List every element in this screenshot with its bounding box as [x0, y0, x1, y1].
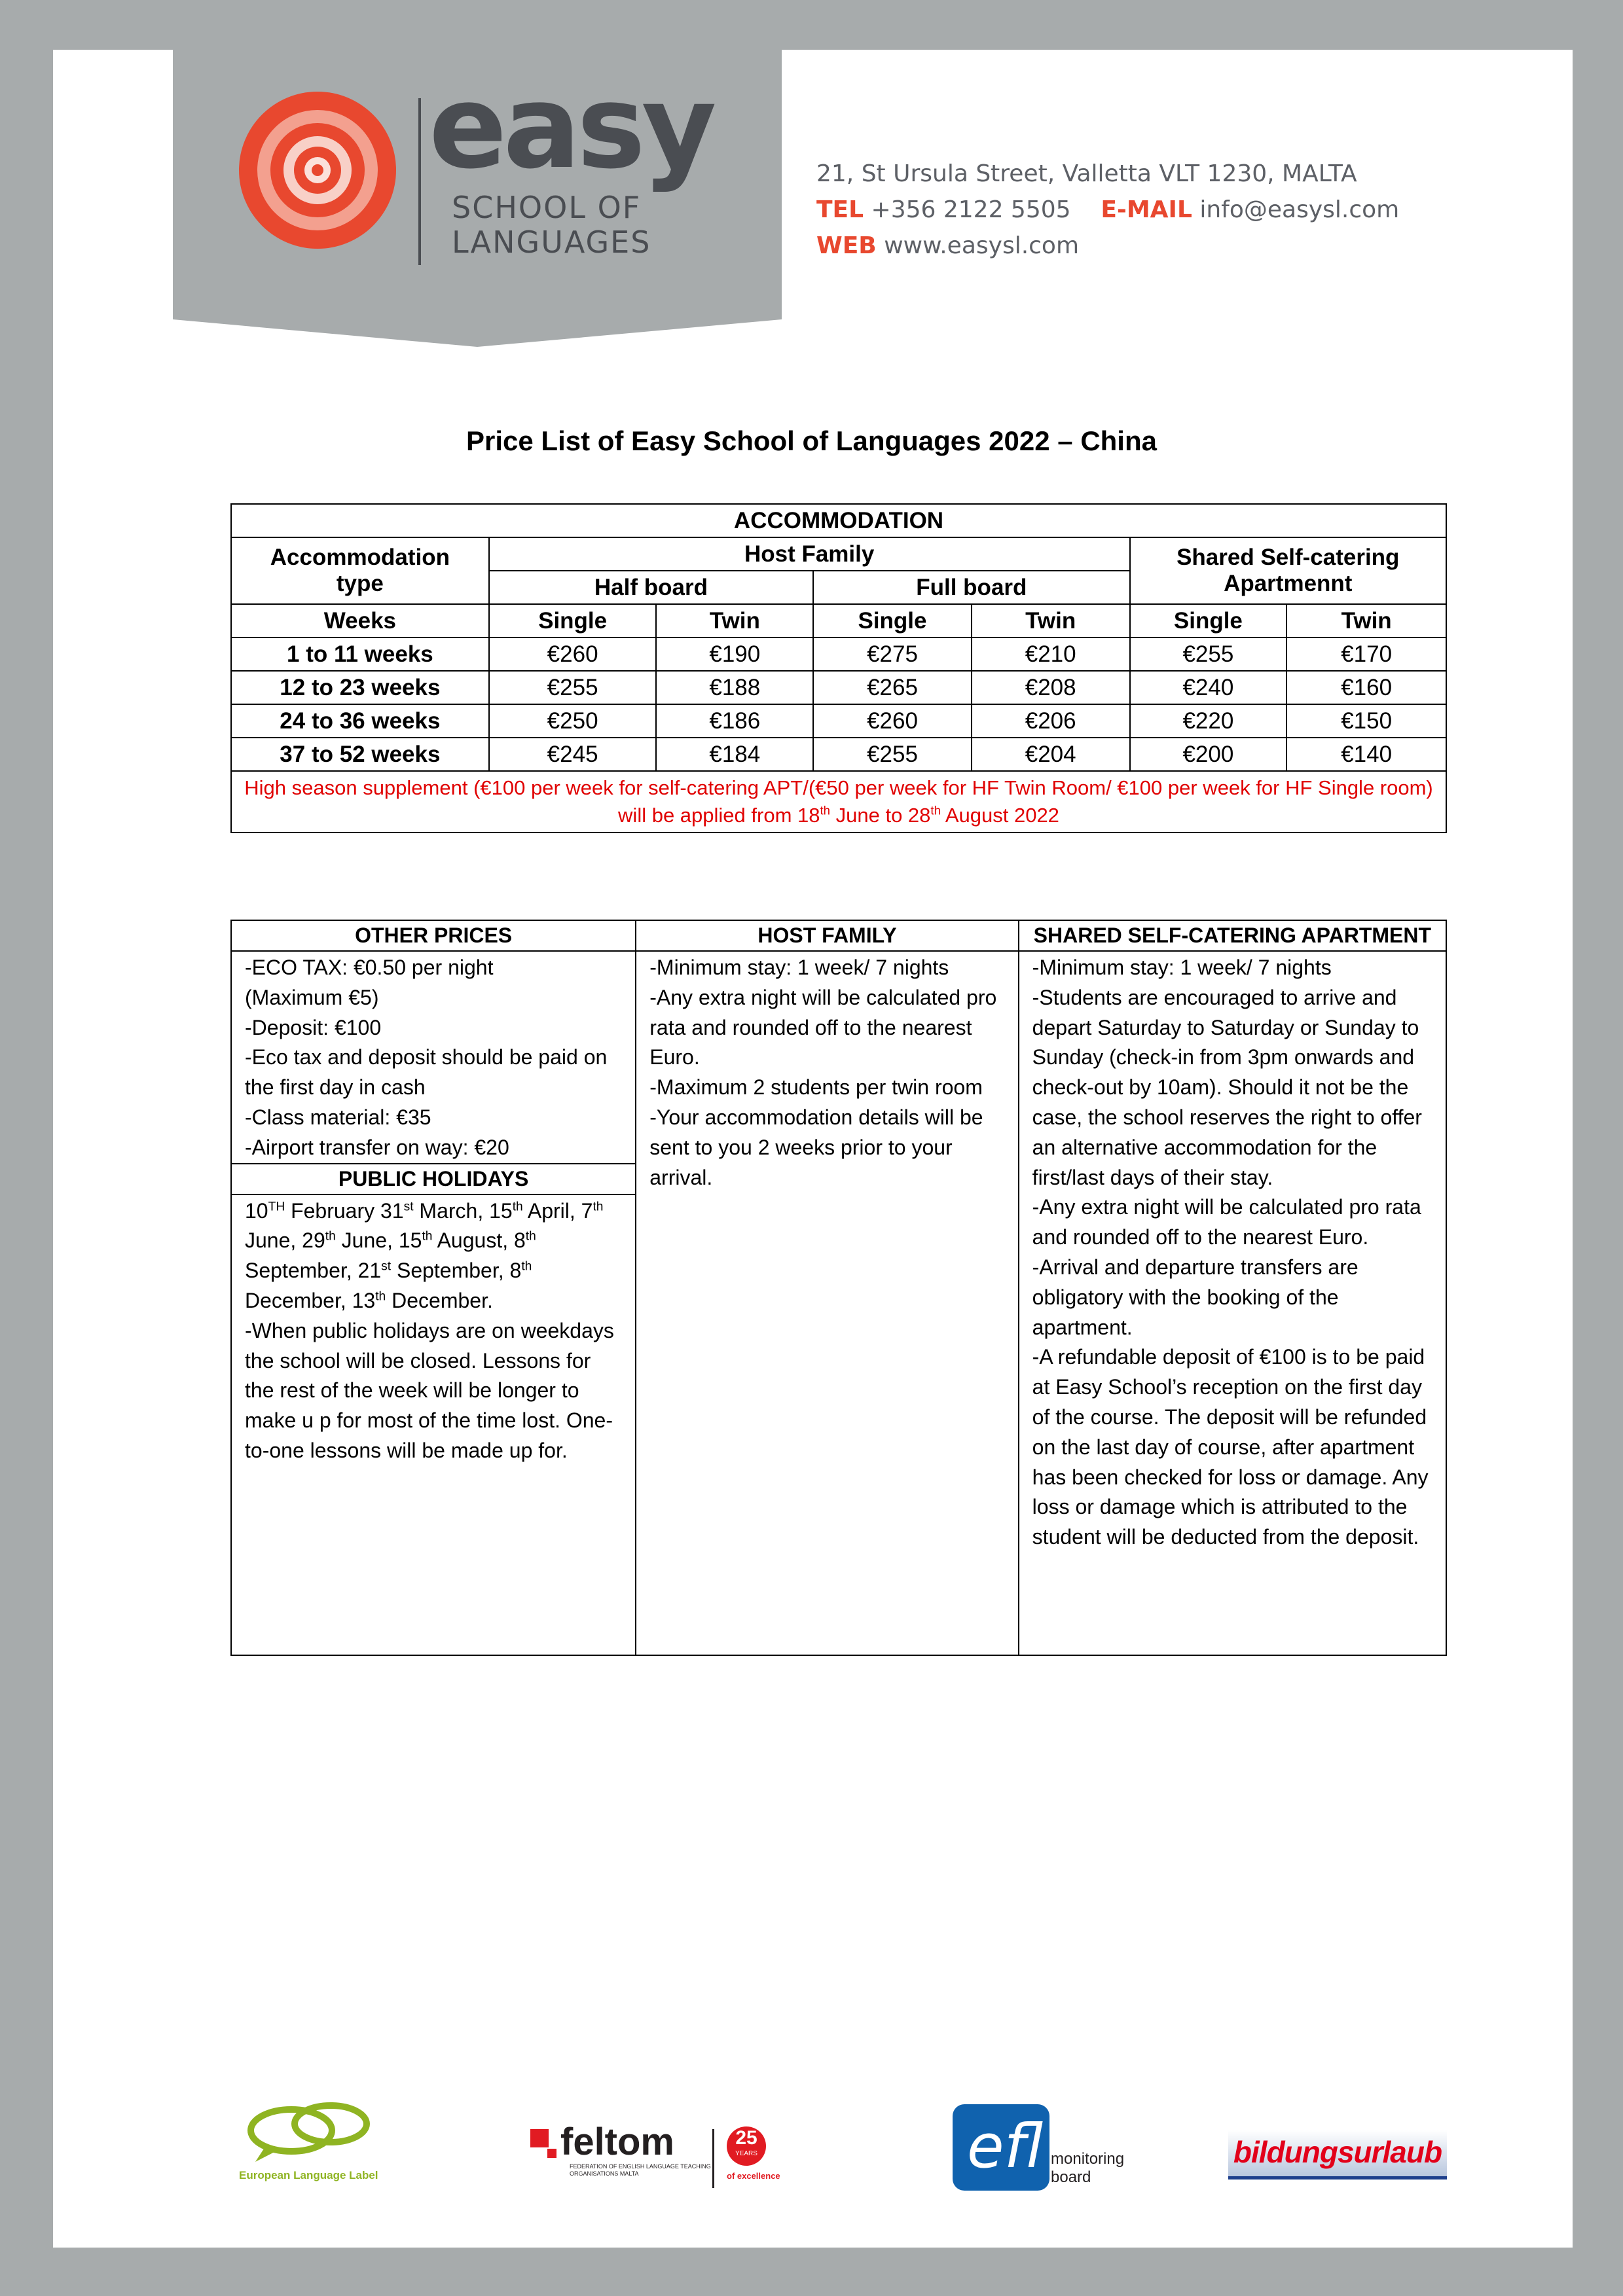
price-cell: €188 [656, 671, 813, 704]
logo-word: easy [429, 60, 713, 194]
col-header: Twin [656, 604, 813, 637]
accommodation-type-header: Accommodation type [231, 537, 489, 604]
host-family-header: Host Family [489, 537, 1130, 571]
price-cell: €170 [1286, 637, 1446, 671]
accommodation-heading: ACCOMMODATION [231, 504, 1446, 537]
price-cell: €220 [1130, 704, 1287, 738]
weeks-cell: 12 to 23 weeks [231, 671, 489, 704]
feltom-mark-icon-small [547, 2149, 556, 2158]
col-header: Single [813, 604, 972, 637]
col-header: Twin [972, 604, 1130, 637]
address: 21, St Ursula Street, Valletta VLT 1230, MALTA [816, 160, 1357, 187]
tel-value[interactable]: +356 2122 5505 [871, 196, 1071, 223]
web-line [816, 228, 1399, 264]
price-cell: €275 [813, 637, 972, 671]
web-label: WEB [816, 232, 877, 259]
price-cell: €190 [656, 637, 813, 671]
logo-subtitle-1: SCHOOL OF [452, 190, 642, 225]
feltom-subtitle: FEDERATION OF ENGLISH LANGUAGE TEACHING ORGANISATIONS MALTA [570, 2163, 711, 2177]
price-cell: €210 [972, 637, 1130, 671]
email-value[interactable]: info@easysl.com [1199, 196, 1400, 223]
price-cell: €200 [1130, 738, 1287, 771]
table-row [231, 704, 1446, 738]
info-table [230, 920, 1447, 1656]
feltom-name: feltom [560, 2121, 674, 2163]
other-prices-header: OTHER PRICES [231, 920, 636, 951]
price-cell: €206 [972, 704, 1130, 738]
public-holidays-header: PUBLIC HOLIDAYS [231, 1164, 636, 1194]
high-season-note: High season supplement (€100 per week for self-catering APT/(€50 per week for HF Twin Room/ €100 per week for HF Single room) will be applied from 18th June to 28th August 2022 [231, 771, 1446, 833]
table-row [231, 738, 1446, 771]
col-header: Twin [1286, 604, 1446, 637]
price-cell: €255 [489, 671, 657, 704]
web-value[interactable]: www.easysl.com [884, 232, 1080, 259]
brand-logo [232, 60, 730, 275]
table-row [231, 637, 1446, 671]
efl-badge-icon: efl [953, 2104, 1049, 2191]
tel-label: TEL [816, 196, 864, 223]
weeks-cell: 24 to 36 weeks [231, 704, 489, 738]
price-cell: €260 [489, 637, 657, 671]
bildungsurlaub-text: bildungsurlaub [1228, 2130, 1447, 2179]
contact-line [816, 192, 1399, 228]
efl-monitoring-board-logo [953, 2104, 1136, 2196]
price-cell: €208 [972, 671, 1130, 704]
other-prices-text: -ECO TAX: €0.50 per night (Maximum €5) -Deposit: €100 -Eco tax and deposit should be paid on the first day in cash -Class material: €35 -Airport transfer on way: €20 [231, 951, 636, 1164]
price-cell: €245 [489, 738, 657, 771]
price-cell: €265 [813, 671, 972, 704]
weeks-cell: 37 to 52 weeks [231, 738, 489, 771]
weeks-cell: 1 to 11 weeks [231, 637, 489, 671]
logo-subtitle-2: LANGUAGES [452, 224, 651, 260]
feltom-divider [712, 2129, 714, 2188]
price-cell: €250 [489, 704, 657, 738]
column-header-row [231, 604, 1446, 637]
shared-apartment-section-header: SHARED SELF-CATERING APARTMENT [1019, 920, 1446, 951]
shared-apartment-header: Shared Self-catering Apartmennt [1130, 537, 1446, 604]
efl-monitoring-text: monitoring [1051, 2150, 1125, 2168]
full-board-header: Full board [813, 571, 1129, 604]
feltom-logo [530, 2121, 792, 2196]
price-cell: €186 [656, 704, 813, 738]
price-cell: €260 [813, 704, 972, 738]
accommodation-table [230, 503, 1447, 833]
price-cell: €140 [1286, 738, 1446, 771]
shared-apartment-text: -Minimum stay: 1 week/ 7 nights -Students are encouraged to arrive and depart Saturday to Saturday or Sunday to Sunday (check-in from 3pm onwards and check-out by 10am). Should it not be the case, the school reserves the right to offer an alternative accommodation for the first/last days of their stay. -Any extra night will be calculated pro rata and rounded off to the nearest Euro. -Arrival and departure transfers are obligatory with the booking of the apartment. -A refundable deposit of €100 is to be paid at Easy School’s reception on the first day of the course. The deposit will be refunded on the last day of course, after apartment has been checked for loss or damage. Any loss or damage which is attributed to the student will be deducted from the deposit. [1019, 951, 1446, 1655]
speech-bubbles-icon [239, 2098, 383, 2163]
col-header: Single [489, 604, 657, 637]
host-family-section-header: HOST FAMILY [636, 920, 1018, 951]
email-label: E-MAIL [1101, 196, 1192, 223]
feltom-tagline: of excellence [727, 2171, 780, 2181]
holiday-dates: 10TH February 31st March, 15th April, 7th June, 29th June, 15th August, 8th September, 21st September, 8th December, 13th December. [245, 1198, 604, 1312]
bildungsurlaub-logo [1228, 2130, 1447, 2179]
half-board-header: Half board [489, 571, 813, 604]
public-holidays-text [231, 1194, 636, 1655]
col-header: Single [1130, 604, 1287, 637]
price-cell: €204 [972, 738, 1130, 771]
price-cell: €255 [1130, 637, 1287, 671]
price-cell: €255 [813, 738, 972, 771]
price-cell: €160 [1286, 671, 1446, 704]
weeks-header: Weeks [231, 604, 489, 637]
feltom-mark-icon [530, 2129, 549, 2147]
price-cell: €240 [1130, 671, 1287, 704]
european-language-label-logo [239, 2098, 383, 2196]
contact-block [816, 156, 1399, 264]
host-family-text: -Minimum stay: 1 week/ 7 nights -Any extra night will be calculated pro rata and rounded off to the nearest Euro. -Maximum 2 students per twin room -Your accommodation details will be sent to you 2 weeks prior to your arrival. [636, 951, 1018, 1655]
european-language-label-text: European Language Label [239, 2169, 378, 2181]
anniversary-badge-icon: 25 YEARS [727, 2126, 766, 2166]
holidays-note: -When public holidays are on weekdays the school will be closed. Lessons for the rest of the week will be longer to make u p for most of the time lost. One-to-one lessons will be made up for. [245, 1318, 614, 1462]
efl-board-text: board [1051, 2168, 1091, 2186]
table-row [231, 671, 1446, 704]
price-cell: €150 [1286, 704, 1446, 738]
price-cell: €184 [656, 738, 813, 771]
page-title: Price List of Easy School of Languages 2022 – China [466, 425, 1157, 456]
